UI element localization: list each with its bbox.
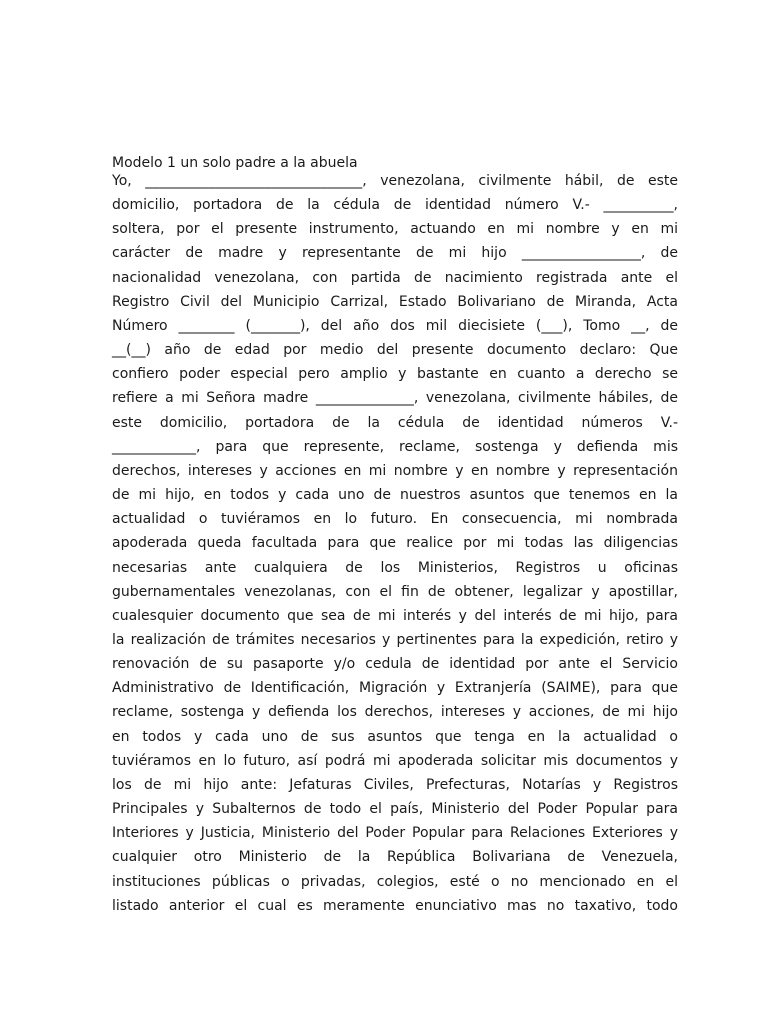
body-line: necesarias ante cualquiera de los Ministerios, Registros u oficinas bbox=[112, 559, 678, 576]
body-line: actualidad o tuviéramos en lo futuro. En consecuencia, mi nombrada bbox=[112, 511, 678, 528]
body-line: cualesquier documento que sea de mi interés y del interés de mi hijo, para bbox=[112, 607, 678, 624]
body-line: este domicilio, portadora de la cédula de identidad números V.- bbox=[112, 414, 678, 431]
body-line: los de mi hijo ante: Jefaturas Civiles, Prefecturas, Notarías y Registros bbox=[112, 776, 678, 793]
body-line: carácter de madre y representante de mi hijo _________________, de bbox=[112, 245, 678, 262]
body-line: la realización de trámites necesarios y pertinentes para la expedición, retiro y bbox=[112, 631, 678, 648]
body-line: Número ________ (_______), del año dos mil diecisiete (___), Tomo __, de bbox=[112, 317, 678, 334]
body-line: tuviéramos en lo futuro, así podrá mi apoderada solicitar mis documentos y bbox=[112, 752, 678, 769]
body-line: gubernamentales venezolanas, con el fin de obtener, legalizar y apostillar, bbox=[112, 583, 678, 600]
body-line: soltera, por el presente instrumento, actuando en mi nombre y en mi bbox=[112, 221, 678, 238]
body-line: Interiores y Justicia, Ministerio del Poder Popular para Relaciones Exteriores y bbox=[112, 825, 678, 842]
body-line: cualquier otro Ministerio de la República Bolivariana de Venezuela, bbox=[112, 849, 678, 866]
body-line: ____________, para que represente, reclame, sostenga y defienda mis bbox=[112, 438, 678, 455]
body-line: nacionalidad venezolana, con partida de nacimiento registrada ante el bbox=[112, 269, 678, 286]
body-line: confiero poder especial pero amplio y bastante en cuanto a derecho se bbox=[112, 366, 678, 383]
body-line: en todos y cada uno de sus asuntos que tenga en la actualidad o bbox=[112, 728, 678, 745]
body-line: Registro Civil del Municipio Carrizal, Estado Bolivariano de Miranda, Acta bbox=[112, 293, 678, 310]
body-line: Yo, _______________________________, venezolana, civilmente hábil, de este bbox=[112, 173, 678, 189]
body-line: apoderada queda facultada para que realice por mi todas las diligencias bbox=[112, 535, 678, 552]
body-line: Administrativo de Identificación, Migración y Extranjería (SAIME), para que bbox=[112, 680, 678, 697]
body-line: reclame, sostenga y defienda los derechos, intereses y acciones, de mi hijo bbox=[112, 704, 678, 721]
body-line: __(__) año de edad por medio del presente documento declaro: Que bbox=[112, 342, 678, 359]
body-line: refiere a mi Señora madre ______________, venezolana, civilmente hábiles, de bbox=[112, 390, 678, 407]
body-line: Principales y Subalternos de todo el país, Ministerio del Poder Popular para bbox=[112, 801, 678, 818]
body-line: domicilio, portadora de la cédula de identidad número V.- __________, bbox=[112, 197, 678, 214]
document-body bbox=[112, 169, 678, 918]
body-line: renovación de su pasaporte y/o cedula de identidad por ante el Servicio bbox=[112, 656, 678, 673]
document-title: Modelo 1 un solo padre a la abuela bbox=[112, 155, 358, 171]
body-line: derechos, intereses y acciones en mi nombre y en nombre y representación bbox=[112, 462, 678, 479]
body-line: de mi hijo, en todos y cada uno de nuestros asuntos que tenemos en la bbox=[112, 487, 678, 504]
body-line: listado anterior el cual es meramente enunciativo mas no taxativo, todo bbox=[112, 897, 678, 914]
body-line: instituciones públicas o privadas, colegios, esté o no mencionado en el bbox=[112, 873, 678, 890]
